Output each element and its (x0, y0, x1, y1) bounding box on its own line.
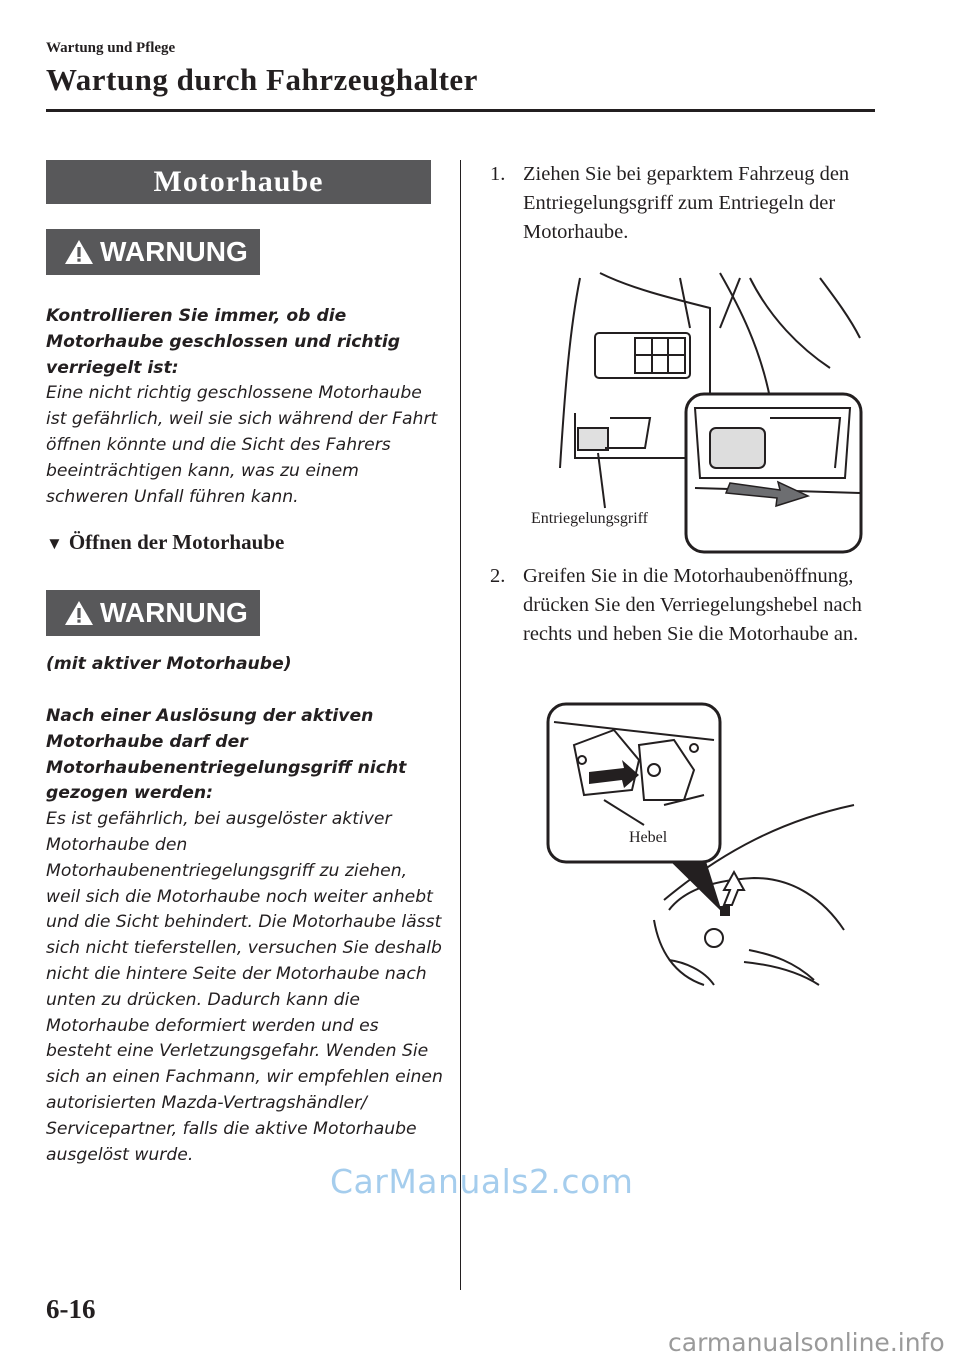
warning-text (46, 704, 446, 1168)
warning-text (46, 304, 446, 510)
warning-banner (46, 229, 260, 275)
hood-lever-figure (544, 700, 864, 990)
warning-bold: Nach einer Auslösung der aktiven Motorhaube darf der Motorhaubenentriegelungsgriff nicht gezogen werden: (46, 706, 407, 804)
figure-label: Entriegelungsgriff (531, 510, 649, 527)
step-text: Ziehen Sie bei geparktem Fahrzeug den Entriegelungsgriff zum Entriegeln der Motorhaube. (523, 163, 850, 243)
column-divider (460, 160, 461, 1290)
section-heading: Motorhaube (46, 160, 431, 204)
triangle-down-icon: ▼ (46, 534, 63, 553)
step-number: 2. (490, 565, 506, 587)
step-number: 1. (490, 163, 506, 185)
figure-label: Hebel (629, 829, 668, 846)
watermark: CarManuals2.com (330, 1162, 634, 1201)
title-rule (46, 109, 875, 112)
warning-icon (64, 599, 94, 627)
footer-site: carmanualsonline.info (668, 1328, 945, 1357)
warning-body: Es ist gefährlich, bei ausgelöster aktiver Motorhaube den Motorhaubenentriegelungsgriff zu ziehen, weil sich die Motorhaube noch weiter anhebt und die Sicht behindert. Die Motorhaube lässt sich nicht tieferstellen, versuchen Sie deshalb nicht die hintere Seite der Motorhaube nach unten zu drücken. Dadurch kann die Motorhaube deformiert werden und es besteht eine Verletzungsgefahr. Wenden Sie sich an einen Fachmann, wir empfehlen einen autorisierten Mazda-Vertragshändler/ Servicepartner, falls die aktive Motorhaube ausgelöst wurde. (46, 809, 443, 1165)
section-label: Wartung und Pflege (46, 40, 176, 56)
page-title: Wartung durch Fahrzeughalter (46, 62, 478, 97)
subheading (46, 530, 284, 555)
warning-note: (mit aktiver Motorhaube) (46, 654, 292, 674)
warning-banner (46, 590, 260, 636)
step-1 (490, 160, 890, 247)
warning-body: Eine nicht richtig geschlossene Motorhaube ist gefährlich, weil sie sich während der Fahrt öffnen könnte und die Sicht des Fahrers beeinträchtigen kann, was zu einem schweren Unfall führen kann. (46, 383, 438, 507)
subheading-text: Öffnen der Motorhaube (68, 530, 285, 554)
warning-label: WARNUNG (100, 597, 248, 628)
step-2 (490, 562, 890, 649)
warning-bold: Kontrollieren Sie immer, ob die Motorhaube geschlossen und richtig verriegelt ist: (46, 306, 401, 378)
warning-label: WARNUNG (100, 236, 248, 267)
step-text: Greifen Sie in die Motorhaubenöffnung, drücken Sie den Verriegelungshebel nach rechts und heben Sie die Motorhaube an. (523, 565, 862, 645)
page-number: 6-16 (46, 1294, 96, 1324)
warning-icon (64, 238, 94, 266)
